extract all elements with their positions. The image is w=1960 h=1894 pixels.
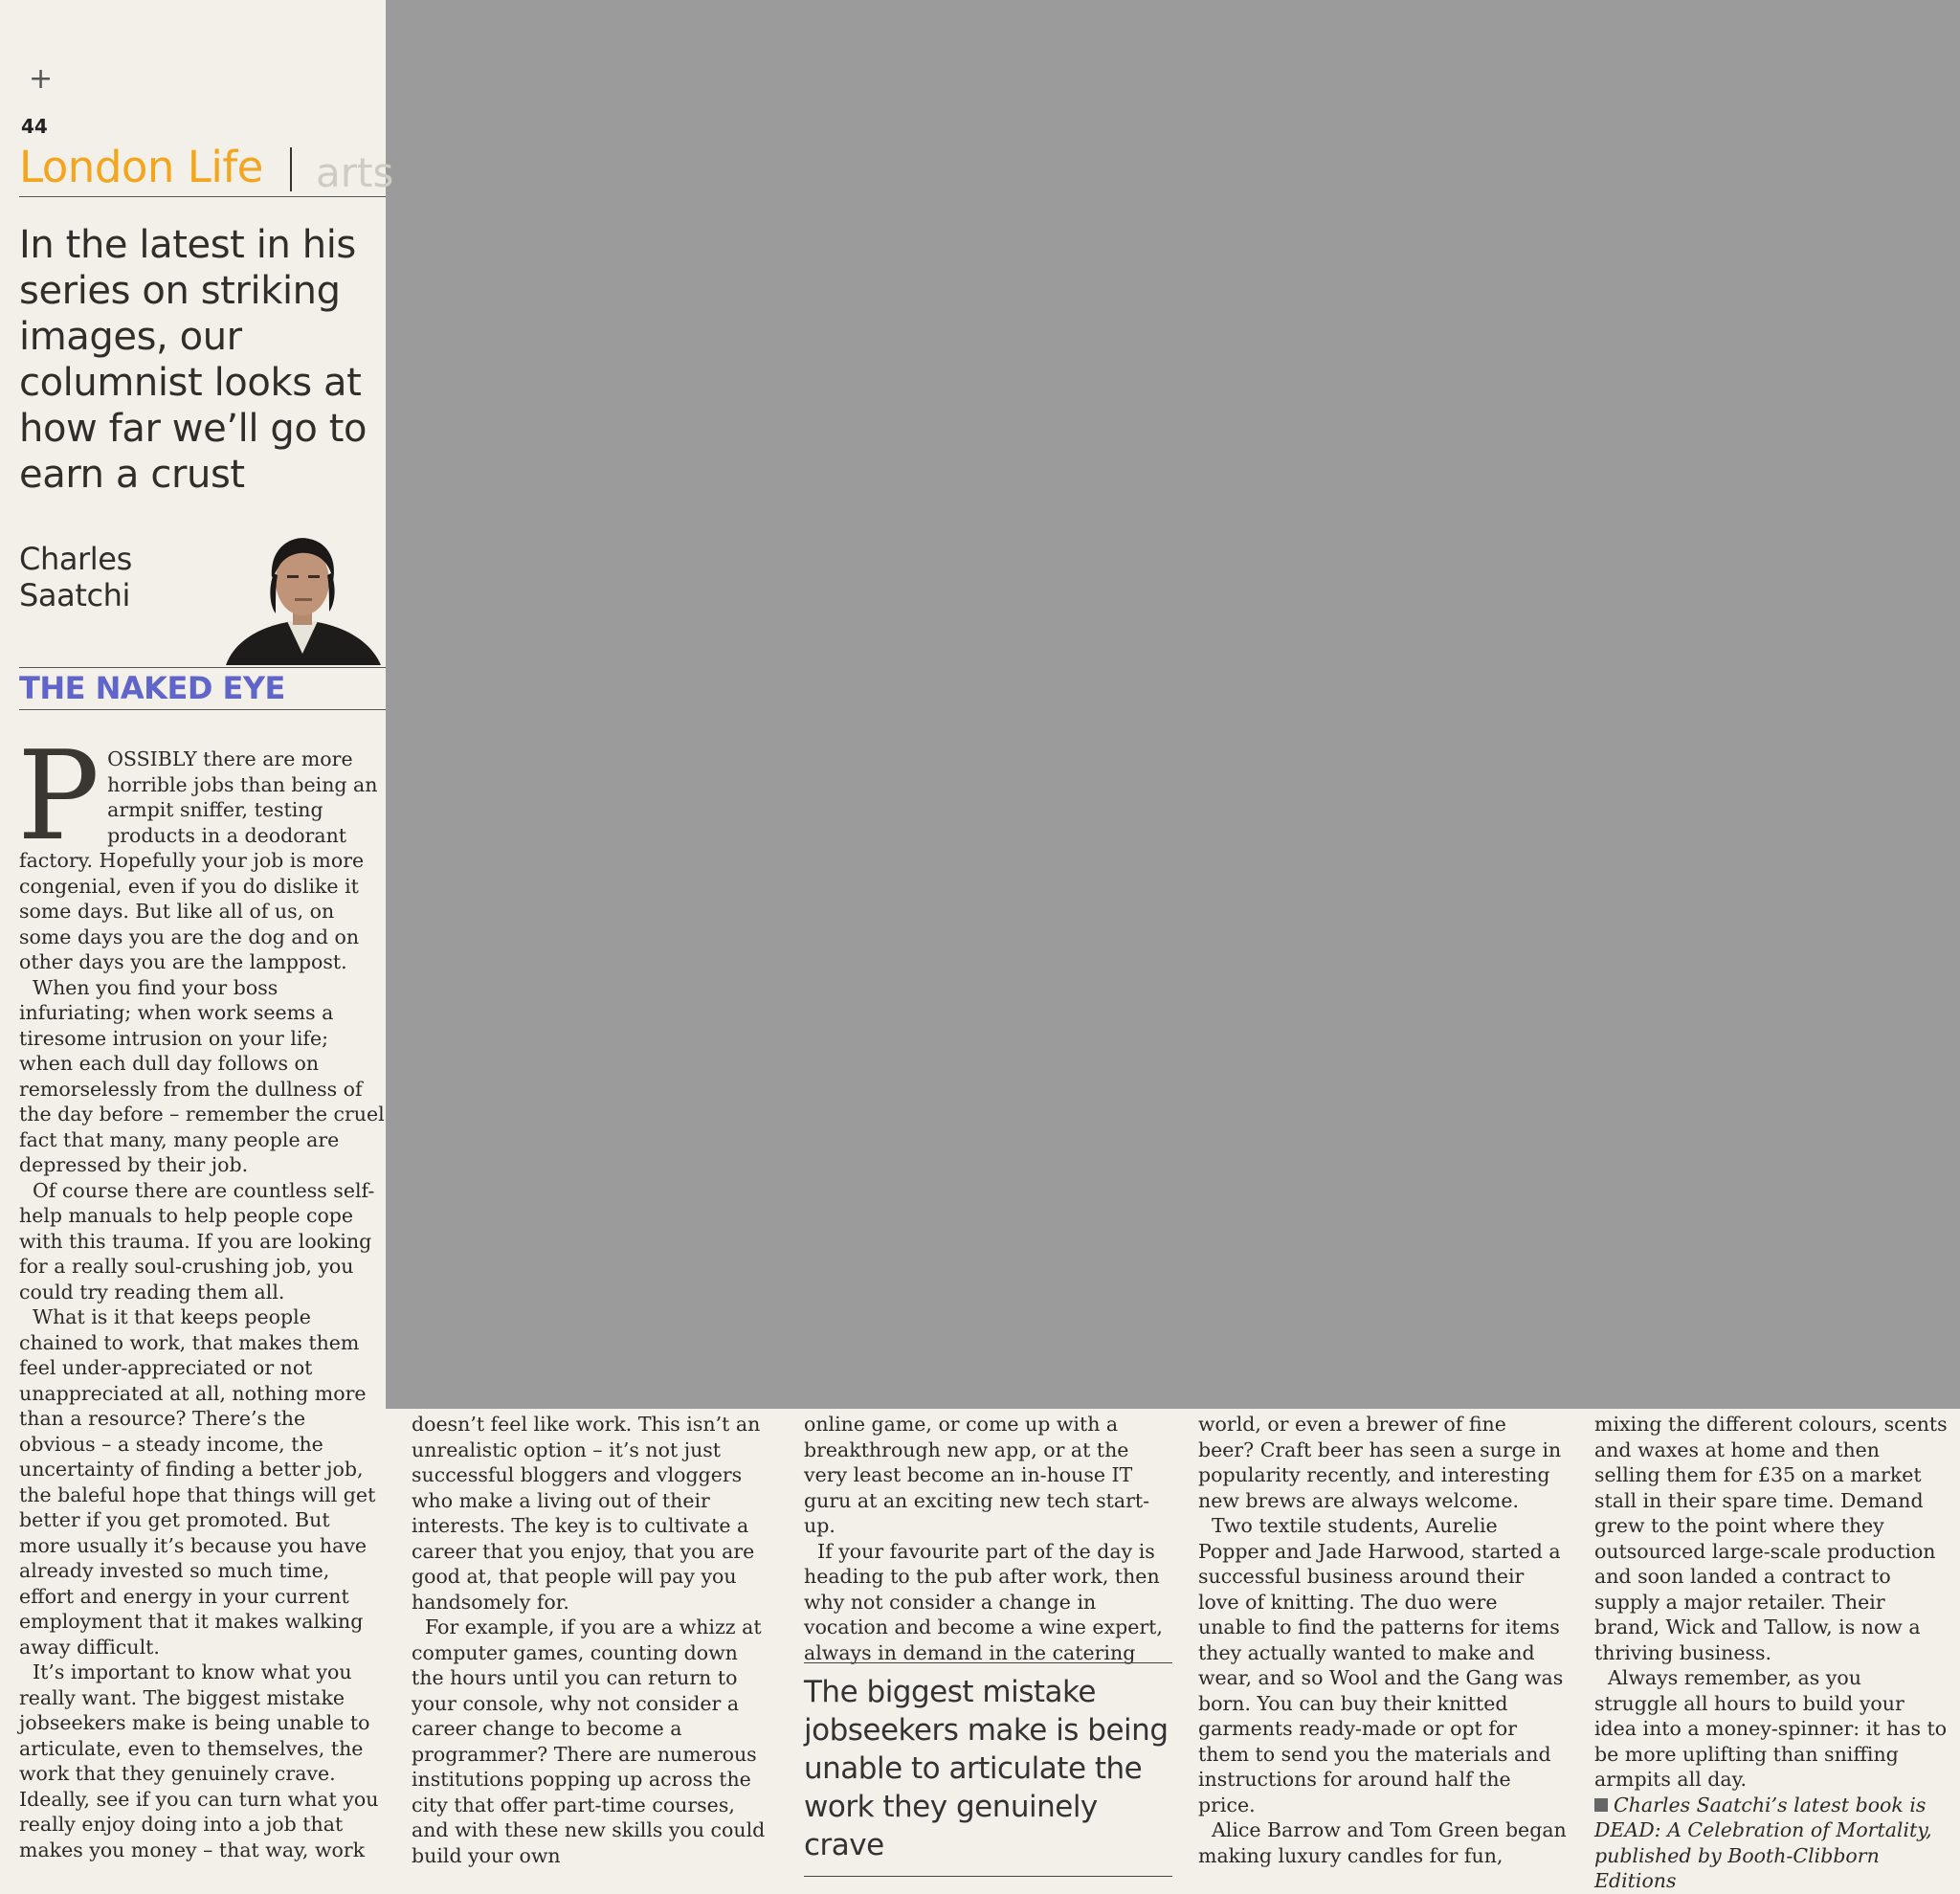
article-paragraph: Of course there are countless self-help manuals to help people cope with this trauma. If you are looking for a really soul-crushing job, you could try reading them all.: [19, 1178, 375, 1304]
article-paragraph: If your favourite part of the day is heading to the pub after work, then why not consider a change in vocation and become a wine expert, always in demand in the catering: [804, 1539, 1163, 1664]
paragraph-text: OSSIBLY there are more horrible jobs than being an armpit sniffer, testing products in a deodorant factory. Hopefully your job is more congenial, even if you do dislike it some days. But like all of us, on some days you are the dog and on other days you are the lamppost.: [19, 747, 378, 973]
article-paragraph: Two textile students, Aurelie Popper and Jade Harwood, started a successful business around their love of knitting. The duo were unable to find the patterns for items they actually wanted to make and wear, and so Wool and the Gang was born. You can buy their knitted garments ready-made or opt for them to send you the materials and instructions for around half the price.: [1198, 1514, 1564, 1816]
article-column-5: [1594, 1412, 1949, 1894]
article-paragraph: Always remember, as you struggle all hours to build your idea into a money-spinner: it has to be more uplifting than sniffing armpits all day.: [1594, 1666, 1948, 1791]
byline-rule: [19, 667, 386, 668]
plus-icon: +: [29, 62, 54, 96]
article-paragraph: It’s important to know what you really want. The biggest mistake jobseekers make is being unable to articulate, even to themselves, the work that they genuinely crave. Ideally, see if you can turn what you really enjoy doing into a job that makes you money – that way, work: [19, 1660, 379, 1861]
article-column-3: [804, 1412, 1177, 1665]
article-paragraph: When you find your boss infuriating; when work seems a tiresome intrusion on your life; when each dull day follows on remorselessly from the dullness of the day before – remember the cruel fact that many, many people are depressed by their job.: [19, 975, 385, 1176]
top-rule: [19, 196, 386, 197]
column-title: THE NAKED EYE: [19, 670, 285, 706]
page-number: 44: [21, 115, 48, 138]
article-column-1: [17, 725, 385, 1862]
article-paragraph: online game, or come up with a breakthrough new app, or at the very least become an in-house IT guru at an exciting new tech start-up.: [804, 1413, 1150, 1537]
book-footnote: [1594, 1793, 1949, 1894]
dropcap: P: [17, 725, 100, 868]
footnote-text: Charles Saatchi’s latest book is DEAD: A Celebration of Mortality, published by Booth-Clibborn Editions: [1594, 1793, 1932, 1892]
article-paragraph: world, or even a brewer of fine beer? Craft beer has seen a surge in popularity recently, and interesting new brews are always welcome.: [1198, 1413, 1562, 1512]
author-byline: [19, 541, 211, 614]
article-paragraph: Alice Barrow and Tom Green began making luxury candles for fun,: [1198, 1818, 1567, 1867]
section-divider: [290, 147, 292, 191]
article-column-2: [412, 1412, 770, 1868]
author-portrait-icon: [218, 531, 386, 665]
square-bullet-icon: [1594, 1798, 1608, 1812]
article-paragraph: doesn’t feel like work. This isn’t an unrealistic option – it’s not just successful bloggers and vloggers who make a living out of their interests. The key is to cultivate a career that you enjoy, that you are good at, that people will pay you handsomely for.: [412, 1413, 761, 1614]
article-column-4: [1198, 1412, 1567, 1868]
article-paragraph: mixing the different colours, scents and waxes at home and then selling them for £35 on a market stall in their spare time. Demand grew to the point where they outsourced large-scale production and soon landed a contract to supply a major retailer. Their brand, Wick and Tallow, is now a thriving business.: [1594, 1413, 1948, 1664]
section-title: London Life: [19, 142, 263, 192]
section-ghost-text: arts: [316, 149, 394, 196]
pull-quote: The biggest mistake jobseekers make is being unable to articulate the work they genuinely crave: [804, 1662, 1172, 1877]
article-paragraph: For example, if you are a whizz at computer games, counting down the hours until you can return to your console, why not consider a career change to become a programmer? There are numerous institutions popping up across the city that offer part-time courses, and with these new skills you could build your own: [412, 1615, 766, 1867]
standfirst: In the latest in his series on striking images, our columnist looks at how far we’ll go to earn a crust: [19, 223, 368, 497]
author-last-name: Saatchi: [19, 577, 131, 614]
redacted-gray-block: [386, 0, 1960, 1409]
column-title-rule: [19, 709, 386, 710]
article-paragraph: What is it that keeps people chained to work, that makes them feel under-appreciated or not unappreciated at all, nothing more than a resource? There’s the obvious – a steady income, the uncertainty of finding a better job, the baleful hope that things will get better if you get promoted. But more usually it’s because you have already invested so much time, effort and energy in your current employment that it makes walking away difficult.: [19, 1305, 376, 1659]
author-first-name: Charles: [19, 541, 132, 577]
article-paragraph: [17, 725, 385, 975]
